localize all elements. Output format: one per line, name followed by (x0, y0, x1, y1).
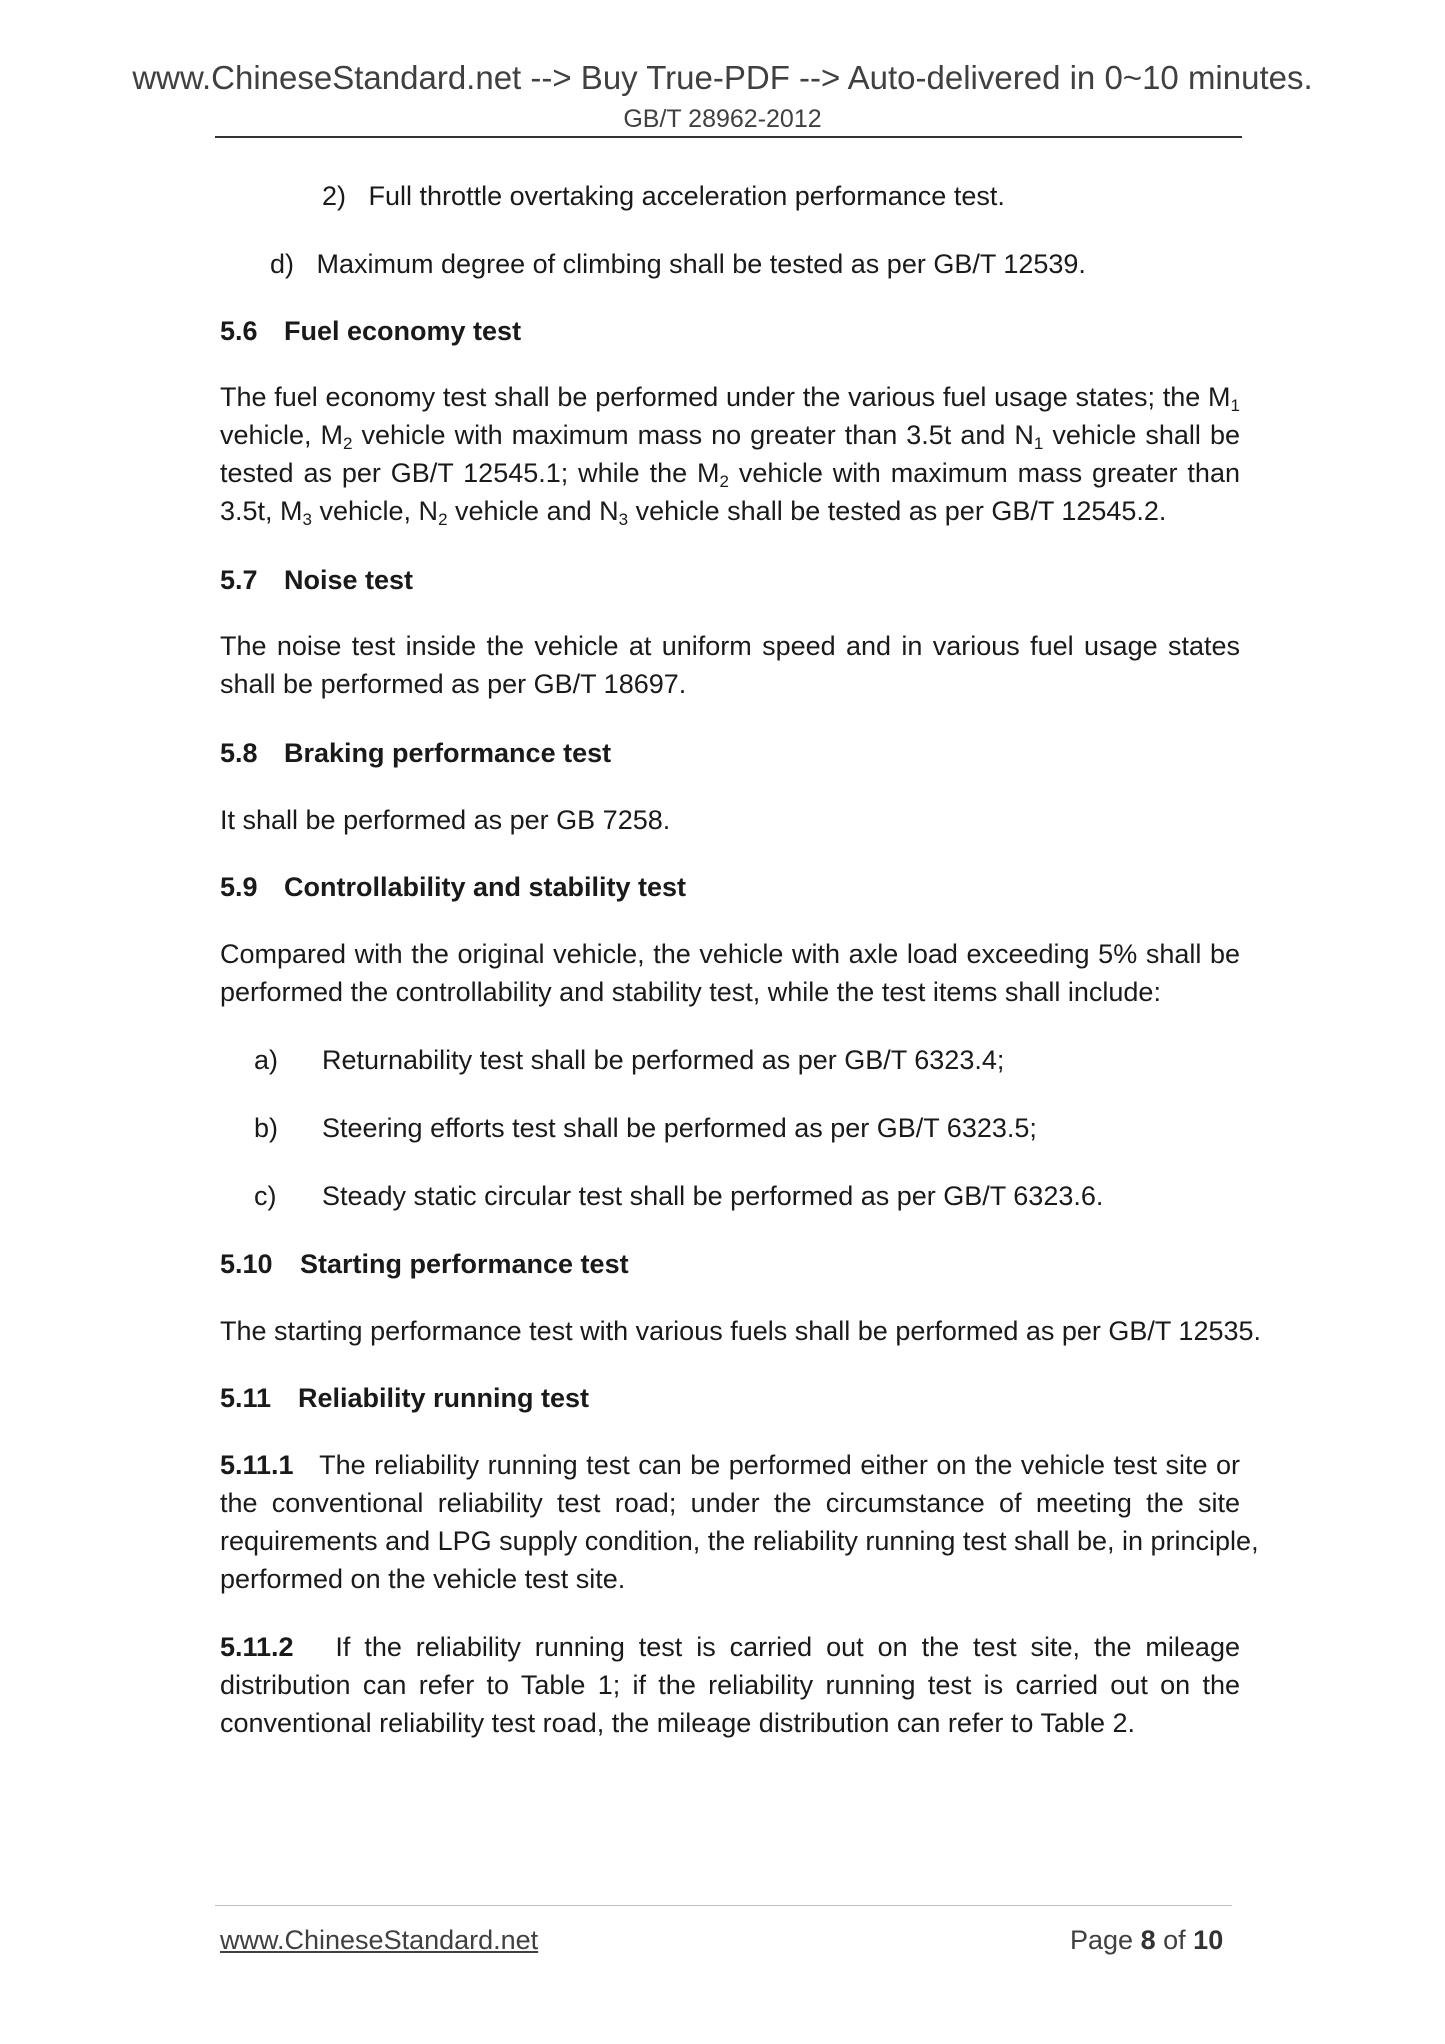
page-number: 8 (1140, 1925, 1156, 1955)
text-run: vehicle shall be tested as per GB/T 12545.2. (628, 496, 1167, 526)
text-run: vehicle shall be (1043, 420, 1240, 450)
paragraph-line (220, 454, 1240, 492)
text-run: vehicle, N (312, 496, 439, 526)
paragraph-line: The noise test inside the vehicle at uniform speed and in various fuel usage states (220, 631, 1240, 661)
subscript: 3 (618, 510, 629, 529)
clause-number: 5.11.2 (220, 1632, 294, 1662)
page-total: 10 (1193, 1925, 1224, 1955)
text-run: 3.5t, M (220, 496, 303, 526)
paragraph-line: shall be performed as per GB/T 18697. (220, 669, 687, 699)
text-run: tested as per GB/T 12545.1; while the M (220, 458, 720, 488)
header-divider (215, 136, 1242, 138)
section-title: Fuel economy test (284, 316, 522, 346)
clause-number: 5.11.1 (220, 1450, 294, 1480)
list-item-b (254, 1109, 1037, 1147)
section-title: Starting performance test (300, 1249, 629, 1279)
paragraph-line (220, 1446, 1240, 1484)
paragraph-line: It shall be performed as per GB 7258. (220, 805, 671, 835)
header-banner: www.ChineseStandard.net --> Buy True-PDF --> Auto-delivered in 0~10 minutes. (132, 59, 1313, 96)
text-run: vehicle and N (447, 496, 619, 526)
section-title: Reliability running test (298, 1383, 590, 1413)
section-number: 5.8 (220, 738, 258, 768)
subscript: 1 (1230, 396, 1240, 415)
paragraph-line (220, 492, 1166, 530)
section-heading-5-10 (220, 1245, 629, 1283)
text-run: The fuel economy test shall be performed under the various fuel usage states; the M (220, 382, 1231, 412)
list-text: Steady static circular test shall be performed as per GB/T 6323.6. (322, 1181, 1104, 1211)
section-heading-5-9 (220, 868, 686, 906)
footer-website-link[interactable]: www.ChineseStandard.net (220, 1925, 539, 1955)
section-number: 5.9 (220, 872, 258, 902)
page-word: Page (1070, 1925, 1134, 1955)
subscript: 2 (343, 434, 353, 453)
list-item-d (270, 245, 1086, 283)
list-marker: c) (254, 1181, 277, 1211)
list-marker: b) (254, 1113, 279, 1143)
text-run: vehicle with maximum mass no greater than 3.5t and N (352, 420, 1034, 450)
section-heading-5-6 (220, 312, 521, 350)
text-run: If the reliability running test is carried out on the test site, the mileage (335, 1632, 1240, 1662)
paragraph-line: requirements and LPG supply condition, the reliability running test shall be, in principle, (220, 1526, 1259, 1556)
section-number: 5.10 (220, 1249, 273, 1279)
paragraph-line: performed the controllability and stability test, while the test items shall include: (220, 977, 1161, 1007)
paragraph-line: Compared with the original vehicle, the vehicle with axle load exceeding 5% shall be (220, 939, 1240, 969)
section-title: Controllability and stability test (284, 872, 687, 902)
list-marker: d) (270, 249, 295, 279)
list-item-c2 (322, 177, 1005, 215)
subscript: 1 (1033, 434, 1044, 453)
list-item-a (254, 1041, 1004, 1079)
section-heading-5-7 (220, 561, 413, 599)
standard-code: GB/T 28962-2012 (623, 105, 822, 133)
paragraph-line (220, 416, 1240, 454)
footer-divider (215, 1905, 1232, 1906)
list-text: Steering efforts test shall be performed as per GB/T 6323.5; (322, 1113, 1037, 1143)
subscript: 2 (438, 510, 448, 529)
section-heading-5-8 (220, 734, 611, 772)
section-heading-5-11 (220, 1379, 589, 1417)
subscript: 2 (719, 472, 729, 491)
paragraph-line (220, 378, 1240, 416)
paragraph-line: the conventional reliability test road; under the circumstance of meeting the site (220, 1488, 1240, 1518)
paragraph-line: The starting performance test with various fuels shall be performed as per GB/T 12535. (220, 1316, 1262, 1346)
list-item-c (254, 1177, 1103, 1215)
paragraph-line: performed on the vehicle test site. (220, 1564, 626, 1594)
of-word: of (1163, 1925, 1186, 1955)
section-title: Noise test (284, 565, 414, 595)
list-text: Maximum degree of climbing shall be tested as per GB/T 12539. (316, 249, 1086, 279)
section-number: 5.7 (220, 565, 258, 595)
list-marker: a) (254, 1045, 279, 1075)
text-run: The reliability running test can be performed either on the vehicle test site or (319, 1450, 1240, 1480)
section-title: Braking performance test (284, 738, 612, 768)
list-marker: 2) (322, 181, 347, 211)
page-indicator (1070, 1925, 1223, 1956)
section-number: 5.6 (220, 316, 258, 346)
text-run: vehicle with maximum mass greater than (728, 458, 1240, 488)
paragraph-line: distribution can refer to Table 1; if the reliability running test is carried out on the (220, 1670, 1240, 1700)
text-run: vehicle, M (220, 420, 344, 450)
subscript: 3 (302, 510, 312, 529)
list-text: Full throttle overtaking acceleration performance test. (368, 181, 1005, 211)
paragraph-line: conventional reliability test road, the mileage distribution can refer to Table 2. (220, 1708, 1136, 1738)
section-number: 5.11 (220, 1383, 272, 1413)
list-text: Returnability test shall be performed as per GB/T 6323.4; (322, 1045, 1005, 1075)
paragraph-line (220, 1628, 1240, 1666)
